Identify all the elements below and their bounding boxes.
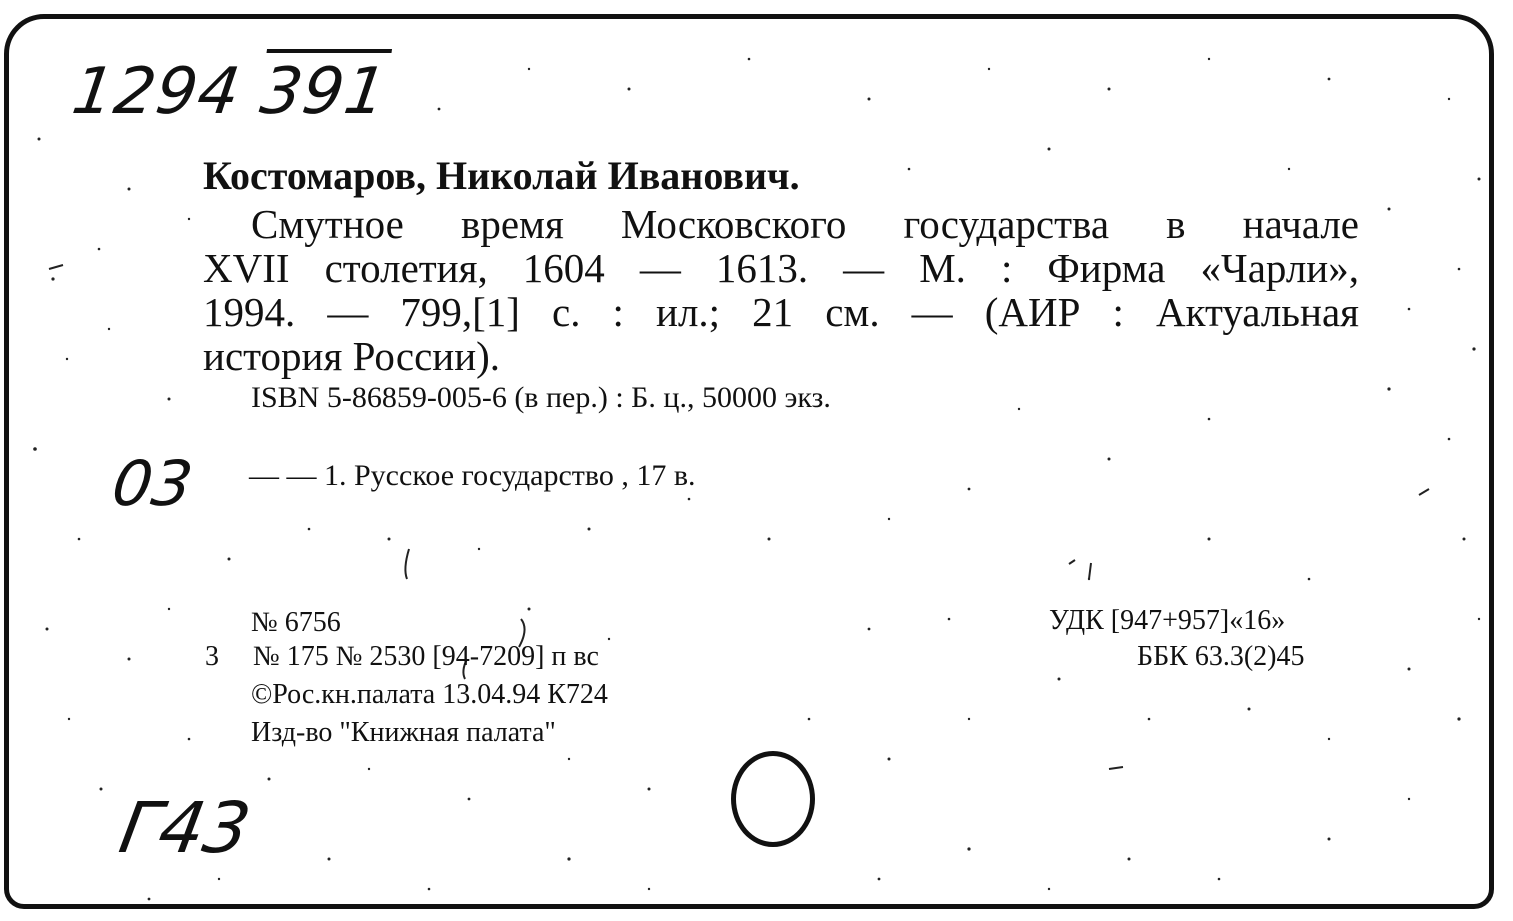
catalog-card xyxy=(4,14,1494,909)
handwritten-mark-bottom: Г43 xyxy=(113,787,257,869)
bibliographic-description xyxy=(203,202,1359,378)
publisher-line: Изд-во "Книжная палата" xyxy=(251,717,556,748)
chamber-copyright-line: ©Рос.кн.палата 13.04.94 К724 xyxy=(251,679,608,710)
catalog-number-line: № 6756 xyxy=(251,607,341,638)
description-line: Смутное время Московского государства в начале xyxy=(251,201,1359,247)
description-line: 1994. — 799,[1] с. : ил.; 21 см. — (АИР : Актуальная xyxy=(203,289,1359,335)
catalog-register-numbers: № 175 № 2530 [94-7209] п вс xyxy=(253,641,599,672)
bbk-code: ББК 63.3(2)45 xyxy=(1137,641,1305,672)
copies-count: 3 xyxy=(205,641,219,672)
handwritten-inventory-main: 1294 xyxy=(67,55,246,129)
description-line: XVII столетия, 1604 — 1613. — М. : Фирма «Чарли», xyxy=(203,245,1359,291)
catalog-copies-line xyxy=(205,641,599,673)
handwritten-inventory-number xyxy=(68,55,392,129)
card-punch-hole xyxy=(731,751,815,847)
handwritten-mark-middle: 03 xyxy=(107,447,198,520)
subject-heading-line: — — 1. Русское государство , 17 в. xyxy=(249,459,696,492)
description-line: история России). xyxy=(203,333,501,379)
isbn-line: ISBN 5-86859-005-6 (в пер.) : Б. ц., 50000 экз. xyxy=(251,381,831,414)
author-heading: Костомаров, Николай Иванович. xyxy=(203,153,800,198)
handwritten-inventory-suffix: 391 xyxy=(256,49,392,129)
udk-code: УДК [947+957]«16» xyxy=(1049,605,1286,636)
